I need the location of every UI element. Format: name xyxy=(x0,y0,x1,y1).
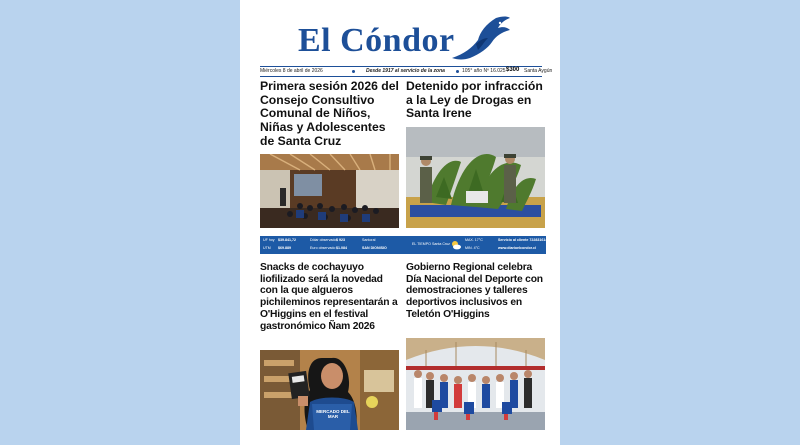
euro-value: $1.084 xyxy=(336,246,347,250)
euro-label: Euro observado xyxy=(310,246,336,250)
city: Santa Aygún xyxy=(524,68,553,74)
uf-label: UF hoy xyxy=(263,238,275,242)
article-headline[interactable]: Snacks de cochayuyo liofilizado será la novedad con la que algueros pichileminos representarán a O'Higgins en el festival gastronómico Ñam 2026 xyxy=(260,262,398,332)
utm-value: $69.889 xyxy=(278,246,291,250)
masthead-rule-top xyxy=(260,66,542,67)
article-photo-sports-day[interactable] xyxy=(406,338,545,430)
customer-service: Servicio al cliente 722831614 xyxy=(498,238,548,242)
dolar-value: $ 923 xyxy=(336,238,345,242)
weather-label: EL TIEMPO Santa Cruz xyxy=(412,242,450,246)
apron-sign: MERCADO DEL MAR xyxy=(316,409,350,419)
masthead xyxy=(240,8,560,64)
dolar-label: Dólar observado xyxy=(310,238,337,242)
uf-value: $39.841,72 xyxy=(278,238,296,242)
santoral-value: SAN DIONISIO xyxy=(362,246,387,250)
partly-cloudy-icon xyxy=(450,239,462,251)
website-link[interactable]: www.diarioelcondor.cl xyxy=(498,246,537,250)
indicators-band xyxy=(260,236,546,254)
article-photo-council-session[interactable] xyxy=(260,154,399,228)
issue-date: Miércoles 8 de abril de 2026 xyxy=(260,68,323,74)
slogan: Desde 1917 al servicio de la zona xyxy=(366,68,445,74)
article-headline[interactable]: Primera sesión 2026 del Consejo Consultivo Comunal de Niños, Niñas y Adolescentes de Santa Cruz xyxy=(260,79,399,148)
article-headline[interactable]: Detenido por infracción a la Ley de Drogas en Santa Irene xyxy=(406,79,543,121)
separator-dot xyxy=(352,70,355,73)
newspaper-front-page[interactable] xyxy=(240,0,560,445)
masthead-rule-bottom xyxy=(260,76,542,77)
drug-seizure-image xyxy=(406,127,545,228)
newspaper-title: El Cóndor xyxy=(298,22,455,59)
price: $300 xyxy=(506,67,520,73)
min-temp: MIN. 4°C xyxy=(465,246,480,250)
max-temp: MAX. 17°C xyxy=(465,238,483,242)
santoral-label: Santoral xyxy=(362,238,376,242)
article-photo-seaweed-snacks[interactable] xyxy=(260,350,399,430)
edition-number: 105° año Nº 16.025 xyxy=(462,68,506,74)
council-session-image xyxy=(260,154,399,228)
article-headline[interactable]: Gobierno Regional celebra Día Nacional del Deporte con demostraciones y talleres deportivos inclusivos en Teletón O'Higgins xyxy=(406,262,543,320)
separator-dot xyxy=(456,70,459,73)
condor-logo-icon xyxy=(450,14,512,64)
utm-label: UTM xyxy=(263,246,271,250)
article-photo-drug-seizure[interactable] xyxy=(406,127,545,228)
sports-day-image xyxy=(406,338,545,430)
